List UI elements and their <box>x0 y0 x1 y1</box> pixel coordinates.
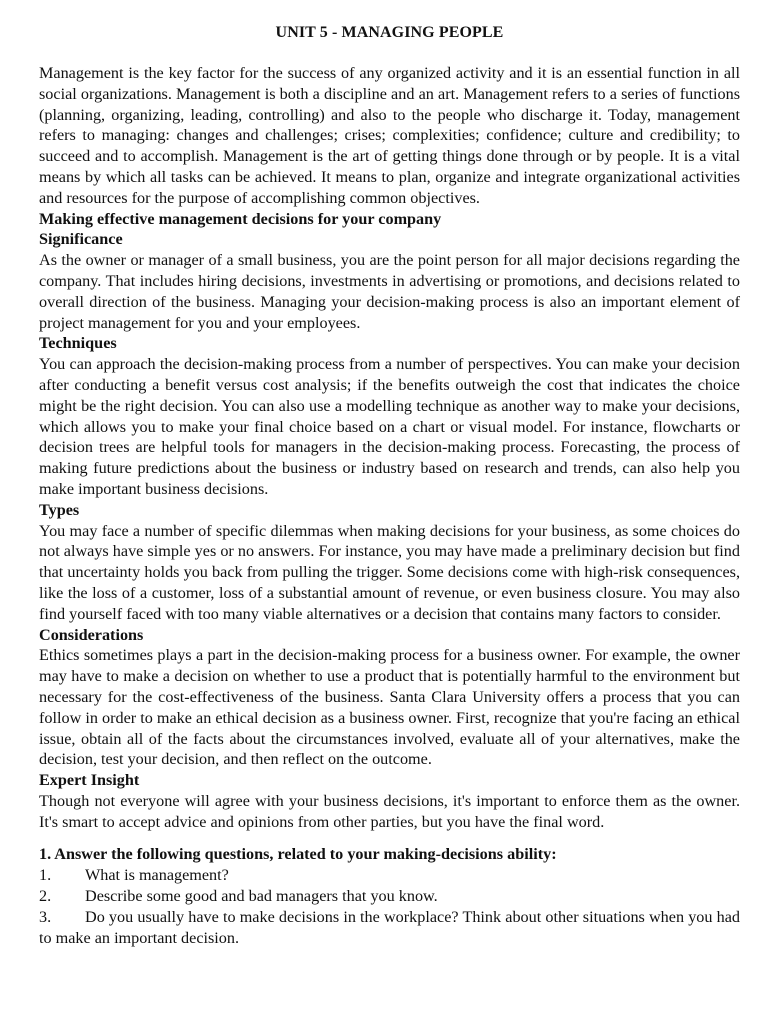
section-heading-expert-insight: Expert Insight <box>39 771 140 790</box>
section-text-expert-insight: Though not everyone will agree with your business decisions, it's important to enforce them as the owner. It's smart to accept advice and opinions from other parties, but you have the final word. <box>39 791 740 831</box>
section-text-types: You may face a number of specific dilemmas when making decisions for your business, as some choices do not always have simple yes or no answers. For instance, you may have made a preliminary decision but find that uncertainty holds you back from pulling the trigger. Some decisions come with high-risk consequences, like the loss of a customer, loss of a substantial amount of revenue, or even business closure. You may also find yourself faced with too many viable alternatives or a decision that contains many factors to consider. <box>39 521 740 623</box>
question-item <box>39 886 740 907</box>
question-number: 1. <box>39 866 52 885</box>
question-item <box>39 907 740 949</box>
intro-paragraph: Management is the key factor for the success of any organized activity and it is an essential function in all social organizations. Management is both a discipline and an art. Management refers to a series of functions (planning, organizing, leading, controlling) and also to the people who discharge it. Today, management refers to managing: changes and challenges; crises; complexities; confidence; culture and credibility; to succeed and to accomplish. Management is the art of getting things done through or by people. It is a vital means by which all tasks can be achieved. It means to plan, organize and integrate organizational activities and resources for the purpose of accomplishing common objectives. <box>39 64 740 207</box>
page-title: UNIT 5 - MANAGING PEOPLE <box>275 24 504 41</box>
question-text: What is management? <box>85 866 229 885</box>
section-heading-techniques: Techniques <box>39 334 117 353</box>
section-text-considerations: Ethics sometimes plays a part in the decision-making process for a business owner. For example, the owner may have to make a decision on whether to use a product that is potentially harmful to the environment but necessary for the cost-effectiveness of the business. Santa Clara University offers a process that you can follow in order to make an ethical decision as a business owner. First, recognize that you're facing an ethical issue, obtain all of the facts about the circumstances involved, evaluate all of your alternatives, make the decision, test your decision, and then reflect on the outcome. <box>39 646 740 769</box>
section-text-significance: As the owner or manager of a small business, you are the point person for all major decisions regarding the company. That includes hiring decisions, investments in advertising or promotions, and decisions related to overall direction of the business. Managing your decision-making process is also an important element of project management for you and your employees. <box>39 251 740 332</box>
main-heading: Making effective management decisions for your company <box>39 209 442 228</box>
questions-heading: 1. Answer the following questions, related to your making-decisions ability: <box>39 845 557 864</box>
question-number: 3. <box>39 907 52 926</box>
question-item <box>39 865 740 886</box>
section-text-techniques: You can approach the decision-making process from a number of perspectives. You can make your decision after conducting a benefit versus cost analysis; if the benefits outweigh the cost that indicates the choice might be the right decision. You can also use a modelling technique as another way to make your decisions, which allows you to make your final choice based on a chart or visual model. For instance, flowcharts or decision trees are helpful tools for managers in the decision-making process. Forecasting, the process of making future predictions about the business or industry based on research and trends, can also help you make important business decisions. <box>39 355 740 498</box>
question-text: Do you usually have to make decisions in the workplace? Think about other situations when you had to make an important decision. <box>39 907 740 947</box>
section-heading-types: Types <box>39 500 80 519</box>
question-text: Describe some good and bad managers that you know. <box>85 887 438 906</box>
questions-list <box>39 865 740 948</box>
section-heading-significance: Significance <box>39 230 123 249</box>
section-heading-considerations: Considerations <box>39 625 144 644</box>
question-number: 2. <box>39 887 52 906</box>
